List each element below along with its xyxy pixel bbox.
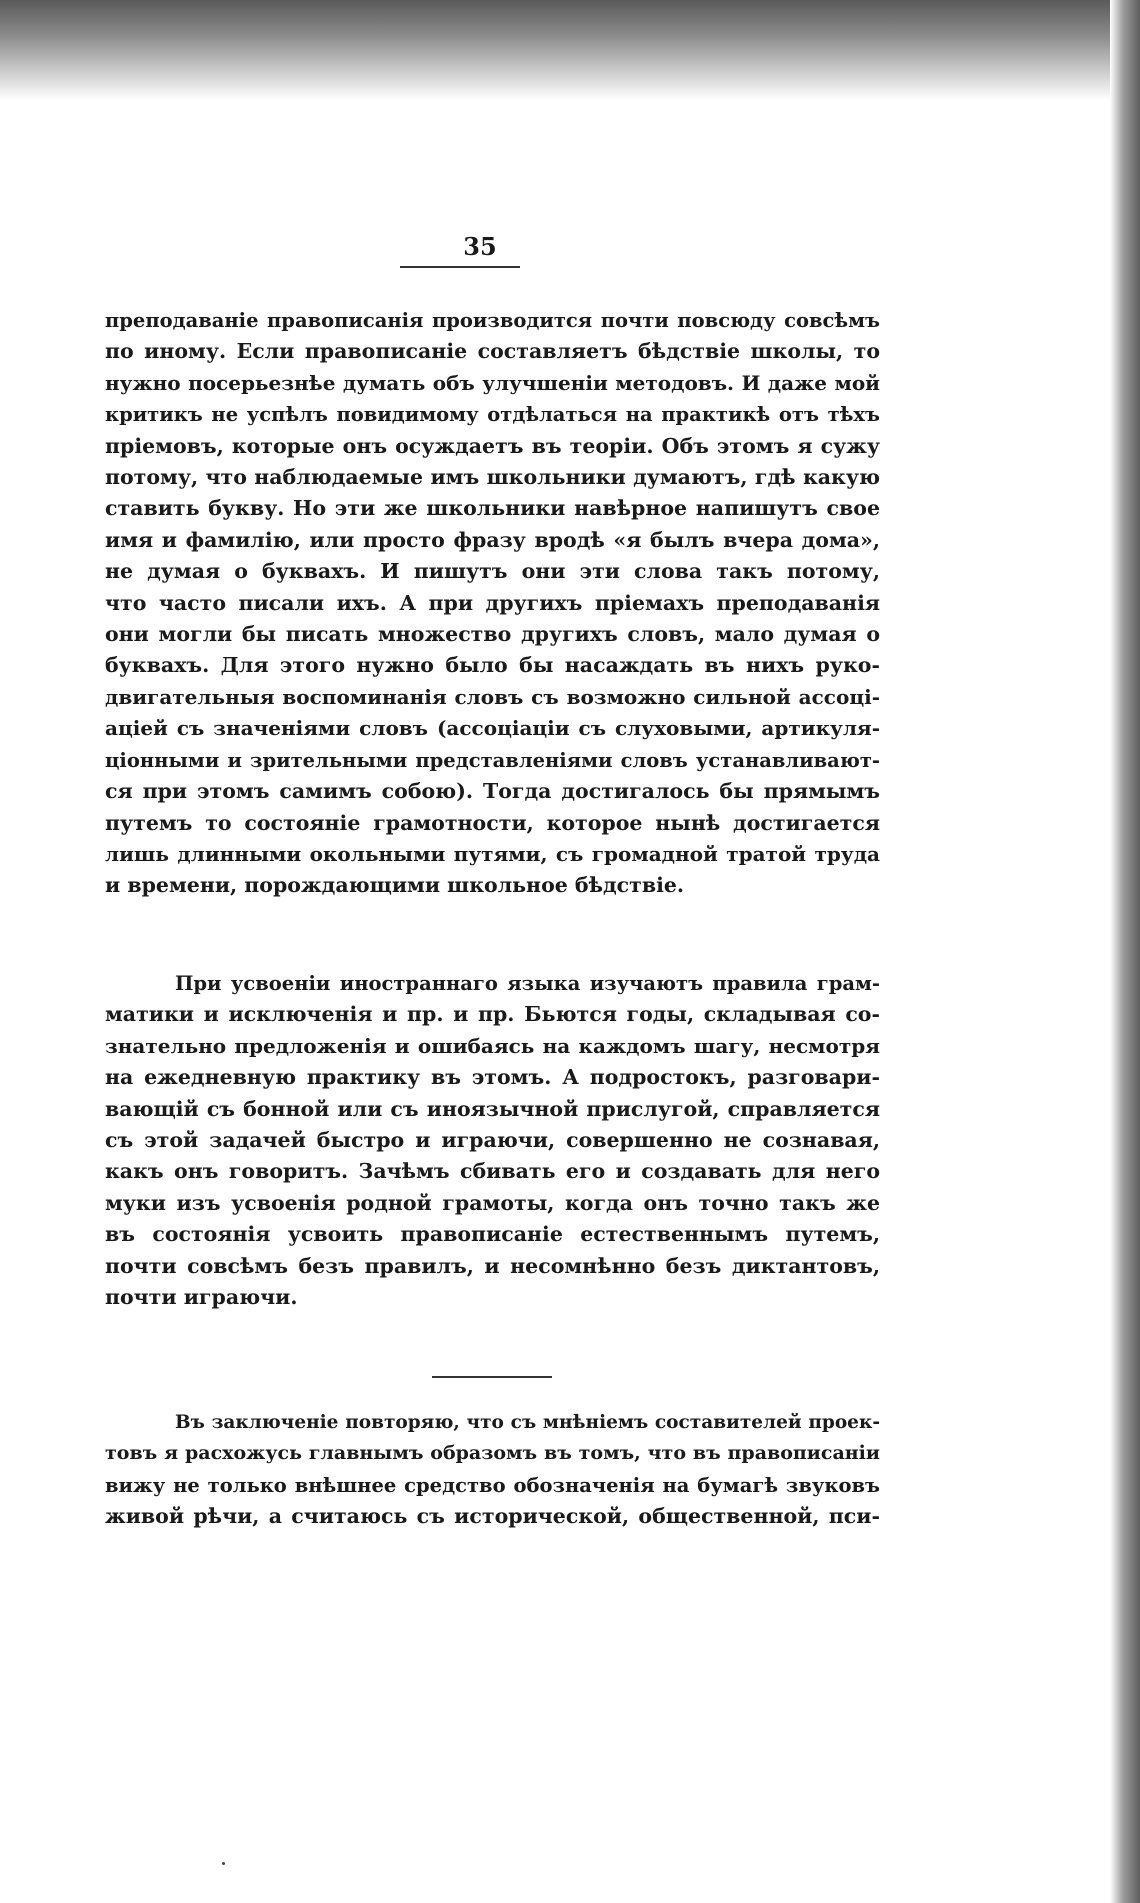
text-line: товъ я расхожусь главнымъ образомъ въ томъ, что въ правописанiи xyxy=(105,1442,880,1465)
text-line: прiемовъ, которые онъ осуждаетъ въ теорiи. Объ этомъ я сужу xyxy=(105,433,880,458)
page-number: 35 xyxy=(463,232,497,261)
text-line: они могли бы писать множество другихъ словъ, мало думая о xyxy=(105,622,880,647)
text-line: знательно предложенiя и ошибаясь на каждомъ шагу, несмотря xyxy=(105,1033,880,1058)
text-line: нужно посерьезнѣе думать объ улучшенiи методовъ. И даже мой xyxy=(105,370,880,395)
text-line: потому, что наблюдаемые имъ школьники думаютъ, гдѣ какую xyxy=(105,465,880,490)
text-line: критикъ не успѣлъ повидимому отдѣлаться на практикѣ отъ тѣхъ xyxy=(105,403,880,427)
section-divider xyxy=(432,1376,552,1378)
text-line: двигательныя воспоминанiя словъ съ возможно сильной ассоцi- xyxy=(105,684,880,709)
paragraph-3 xyxy=(105,1407,880,1533)
page-number-rule xyxy=(400,266,520,268)
text-line: вижу не только внѣшнее средство обозначенiя на бумагѣ звуковъ xyxy=(105,1473,880,1497)
text-line: лишь длинными окольными путями, съ громадной тратой труда xyxy=(105,841,880,866)
text-line: что часто писали ихъ. А при другихъ прiемахъ преподаванiя xyxy=(105,590,880,615)
text-line: ся при этомъ самимъ собою). Тогда достигалось бы прямымъ xyxy=(105,779,880,804)
text-line: по иному. Если правописанiе составляетъ бѣдствiе школы, то xyxy=(105,339,880,364)
text-line: ставить букву. Но эти же школьники навѣрное напишутъ свое xyxy=(105,496,880,521)
text-line: путемъ то состоянiе грамотности, которое нынѣ достигается xyxy=(105,810,880,835)
paragraph-1 xyxy=(105,305,880,902)
text-line: ацiей съ значенiями словъ (ассоцiацiи съ слуховыми, артикуля- xyxy=(105,716,880,741)
text-line: матики и исключенiя и пр. и пр. Бьются годы, складывая со- xyxy=(105,1002,880,1027)
scan-speck xyxy=(222,1862,225,1865)
text-line: Въ заключенiе повторяю, что съ мнѣнiемъ составителей проек- xyxy=(175,1412,880,1433)
text-line: на ежедневную практику въ этомъ. А подростокъ, разговари- xyxy=(105,1065,880,1090)
text-line: не думая о буквахъ. И пишутъ они эти слова такъ потому, xyxy=(105,559,880,584)
scan-right-edge xyxy=(1110,0,1140,1903)
text-line: съ этой задачей быстро и играючи, совершенно не сознавая, xyxy=(105,1128,880,1153)
text-line: вающiй съ бонной или съ иноязычной прислугой, справляется xyxy=(105,1096,880,1121)
text-line: преподаванiе правописанiя производится почти повсюду совсѣмъ xyxy=(105,309,880,332)
text-line: какъ онъ говоритъ. Зачѣмъ сбивать его и создавать для него xyxy=(105,1159,880,1184)
text-line: въ состоянiя усвоить правописанiе естественнымъ путемъ, xyxy=(105,1222,880,1247)
text-line: цiонными и зрительными представленiями словъ устанавливают- xyxy=(105,748,880,772)
text-line: и времени, порождающими школьное бѣдствiе. xyxy=(105,873,685,898)
text-line: буквахъ. Для этого нужно было бы насаждать въ нихъ руко- xyxy=(105,653,880,678)
text-line: почти совсѣмъ безъ правилъ, и несомнѣнно безъ диктантовъ, xyxy=(105,1253,880,1278)
text-line: При усвоенiи иностраннаго языка изучаютъ правила грам- xyxy=(175,972,880,995)
text-line: живой рѣчи, а считаюсь съ исторической, общественной, пси- xyxy=(105,1504,880,1529)
text-line: муки изъ усвоенiя родной грамоты, когда онъ точно такъ же xyxy=(105,1190,880,1215)
text-line: имя и фамилiю, или просто фразу вродѣ «я былъ вчера дома», xyxy=(105,527,880,552)
text-line: почти играючи. xyxy=(105,1285,298,1310)
paragraph-2 xyxy=(105,968,880,1313)
